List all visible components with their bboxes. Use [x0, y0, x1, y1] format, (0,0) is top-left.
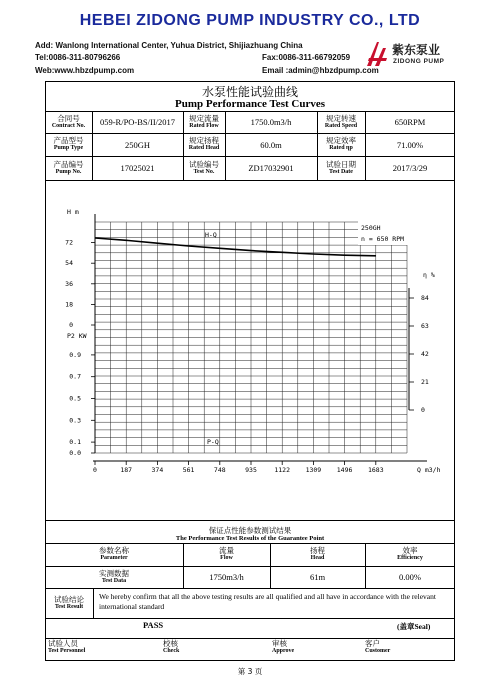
- x-tick-label: 561: [182, 466, 195, 474]
- signature-customer: 客户 Customer: [365, 639, 391, 654]
- hq-curve-label: H-Q: [205, 231, 217, 239]
- test-data-label: 实测数据 Test Data: [99, 568, 129, 584]
- efficiency-tick-label: 21: [421, 378, 429, 386]
- signature-test-personnel: 试验人员 Test Personnel: [48, 639, 86, 654]
- x-tick-label: 187: [120, 466, 133, 474]
- rated-head-label: 规定扬程 Rated Head: [188, 136, 220, 152]
- guarantee-title-cn: 保证点性能参数测试结果: [208, 526, 292, 535]
- x-axis-label: Q m3/h: [417, 466, 441, 474]
- company-address: Add: Wanlong International Center, Yuhua District, Shijiazhuang China: [35, 41, 303, 50]
- x-tick-label: 1309: [305, 466, 322, 474]
- company-logo: [365, 40, 485, 70]
- pump-type-value: 250GH: [124, 139, 151, 150]
- flow-header: 流量 Flow: [219, 546, 234, 562]
- power-tick-label: 0.1: [69, 438, 81, 447]
- test-efficiency-value: 0.00%: [399, 572, 421, 582]
- signature-check: 校核 Check: [163, 639, 180, 654]
- test-no-value: ZD17032901: [248, 163, 294, 173]
- company-tel: Tel:0086-311-80796266: [35, 53, 121, 62]
- test-flow-value: 1750m3/h: [209, 572, 244, 582]
- contract-no-label: 合同号 Contract No.: [51, 113, 86, 129]
- test-no-label: 试验编号 Test No.: [189, 159, 219, 175]
- power-tick-label: 0.3: [69, 416, 81, 425]
- pump-no-value: 17025021: [120, 163, 155, 173]
- x-tick-label: 1683: [367, 466, 384, 474]
- chart-labels: [65, 208, 440, 474]
- rated-speed-label: 规定转速 Rated Speed: [324, 113, 358, 129]
- x-tick-label: 935: [245, 466, 257, 474]
- head-tick-label: 0: [69, 321, 73, 329]
- test-head-value: 61m: [309, 572, 326, 582]
- report-title-cn: 水泵性能试验曲线: [201, 85, 298, 99]
- head-tick-label: 18: [65, 300, 73, 309]
- x-tick-label: 748: [213, 466, 226, 474]
- head-header: 扬程 Head: [310, 546, 325, 562]
- seal-label: (盖章Seal): [397, 622, 431, 631]
- pq-curve-label: P-Q: [207, 438, 219, 446]
- signature-approve: 审核 Approve: [272, 639, 295, 654]
- logo-english-text: ZIDONG PUMP: [393, 58, 445, 65]
- x-tick-label: 1496: [336, 466, 353, 474]
- x-tick-label: 1122: [274, 466, 291, 474]
- rated-efficiency-value: 71.00%: [396, 139, 424, 150]
- head-tick-label: 72: [65, 238, 73, 247]
- rated-flow-value: 1750.0m3/h: [250, 117, 292, 127]
- legend-model: 250GH: [361, 224, 381, 232]
- head-tick-label: 36: [65, 279, 73, 288]
- efficiency-header: 效率 Efficiency: [397, 546, 423, 562]
- efficiency-tick-label: 63: [421, 322, 429, 330]
- company-email: Email :admin@hbzdpump.com: [262, 66, 379, 75]
- pump-type-label: 产品型号 Pump Type: [53, 136, 84, 152]
- rated-speed-value: 650RPM: [394, 117, 426, 127]
- logo-mark-icon: [365, 40, 389, 68]
- test-result-statement: We hereby confirm that all the above testing results are all qualified and all have in accordance with the relevant international standard: [99, 592, 436, 612]
- power-tick-label: 0.7: [69, 372, 81, 381]
- report-title-en: Pump Performance Test Curves: [174, 98, 325, 110]
- parameter-header: 参数名称 Parameter: [99, 546, 129, 562]
- efficiency-axis-label: η %: [423, 271, 435, 279]
- page-number: 第 3 页: [237, 667, 263, 676]
- efficiency-tick-label: 42: [421, 350, 429, 358]
- legend-speed: n = 650 RPM: [361, 235, 405, 243]
- guarantee-title-en: The Performance Test Results of the Guarantee Point: [175, 535, 325, 542]
- power-tick-label: 0.5: [69, 394, 81, 403]
- efficiency-tick-label: 0: [421, 406, 425, 414]
- company-web: Web:www.hbzdpump.com: [35, 66, 135, 75]
- rated-head-value: 60.0m: [260, 139, 282, 150]
- head-tick-label: 54: [65, 259, 73, 268]
- efficiency-tick-label: 84: [421, 294, 429, 302]
- head-axis-label: H m: [67, 208, 79, 216]
- pump-no-label: 产品编号 Pump No.: [53, 159, 84, 175]
- test-result-label: 试验结论 Test Result: [54, 594, 84, 610]
- power-axis-label: P2 KW: [67, 332, 87, 340]
- company-fax: Fax:0086-311-66792059: [262, 53, 351, 62]
- performance-chart: [45, 180, 455, 520]
- rated-efficiency-label: 规定效率 Rated ηp: [326, 136, 356, 152]
- contract-no-value: 059-R/PO-BS/II/2017: [99, 117, 176, 127]
- test-date-value: 2017/3/29: [392, 163, 428, 173]
- logo-chinese-text: 紫东泵业: [392, 43, 441, 57]
- pass-verdict: PASS: [143, 620, 164, 630]
- rated-flow-label: 规定流量 Rated Flow: [189, 113, 219, 129]
- power-tick-label: 0.9: [69, 350, 81, 359]
- x-tick-label: 374: [151, 466, 164, 474]
- test-date-label: 试验日期 Test Date: [326, 159, 356, 175]
- company-name: HEBEI ZIDONG PUMP INDUSTRY CO., LTD: [79, 12, 421, 29]
- power-tick-label: 0.0: [69, 449, 81, 457]
- x-tick-label: 0: [93, 466, 97, 474]
